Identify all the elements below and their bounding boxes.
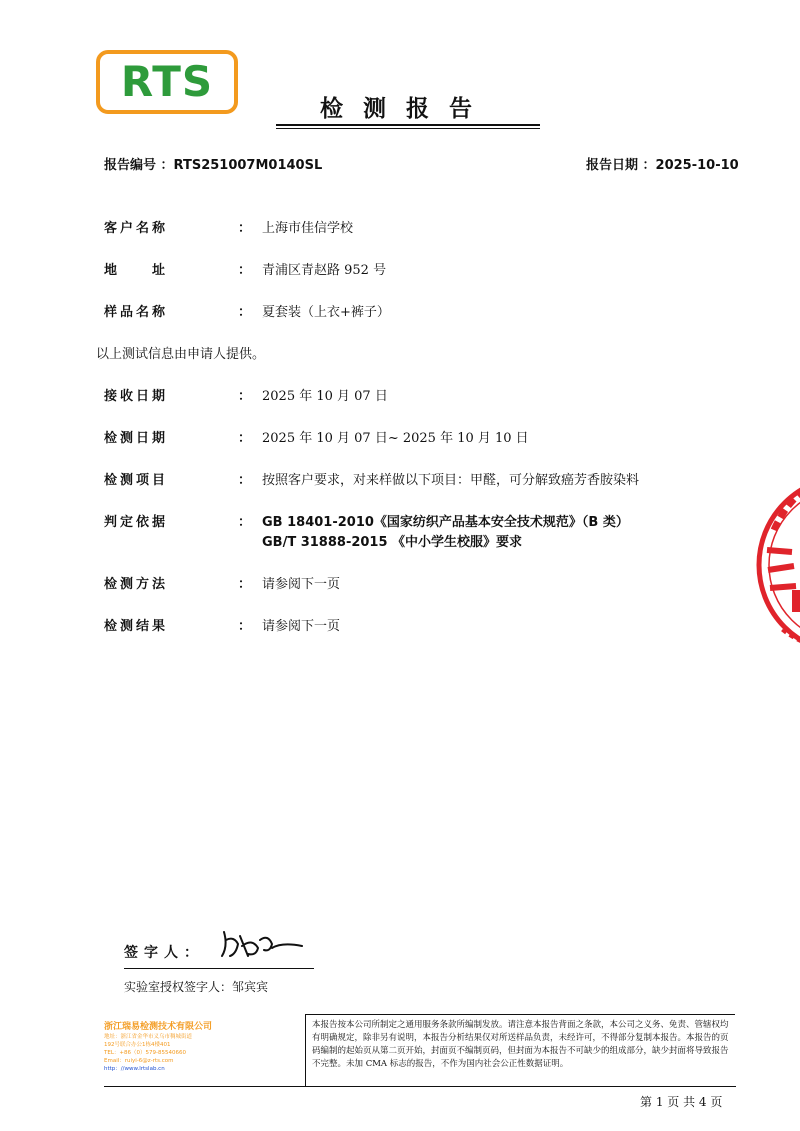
title-underline — [276, 124, 540, 126]
report-date-label: 报告日期 ： — [586, 158, 656, 173]
method-value: 请参阅下一页 — [262, 577, 341, 592]
company-name: 浙江瑞易检测技术有限公司 — [104, 1022, 213, 1032]
test-date-value: 2025 年 10 月 07 日~ 2025 年 10 月 10 日 — [262, 431, 529, 446]
report-number — [104, 154, 322, 173]
official-stamp — [752, 470, 800, 660]
client-label: 客户名称 — [104, 221, 169, 236]
method-label: 检测方法 — [104, 577, 169, 592]
client-colon: ： — [238, 221, 252, 236]
company-address: 地址：浙江省金华市义乌市稠城街道 — [104, 1034, 193, 1040]
client-value: 上海市佳信学校 — [262, 221, 354, 236]
sample-value: 夏套装（上衣+裤子） — [262, 305, 390, 320]
logo-text: RTS — [120, 57, 214, 106]
basis-standard-2: GB/T 31888-2015 《中小学生校服》要求 — [262, 535, 523, 550]
company-website-link[interactable]: http：//www.lrtslab.cn — [104, 1066, 165, 1072]
basis-standard-1: GB 18401-2010《国家纺织产品基本安全技术规范》（B 类） — [262, 515, 629, 530]
received-colon: ： — [238, 389, 252, 404]
page-number: 第 1 页 共 4 页 — [640, 1095, 723, 1109]
result-colon: ： — [238, 619, 252, 634]
received-label: 接收日期 — [104, 389, 169, 404]
test-date-colon: ： — [238, 431, 252, 446]
report-number-label: 报告编号 ： — [104, 158, 174, 173]
method-colon: ： — [238, 577, 252, 592]
handwritten-signature — [218, 926, 308, 962]
authorized-signatory: 实验室授权签字人：邹宾宾 — [124, 980, 269, 994]
footer-rule — [104, 1086, 736, 1087]
test-items-colon: ： — [238, 473, 252, 488]
sample-colon: ： — [238, 305, 252, 320]
report-title: 检测报告 — [320, 96, 492, 122]
company-logo — [96, 50, 238, 114]
test-items-label: 检测项目 — [104, 473, 169, 488]
signatory-label: 签字人： — [124, 945, 204, 961]
result-label: 检测结果 — [104, 619, 169, 634]
report-date — [586, 154, 739, 173]
company-email: Email：ruiyi-6@z-rts.com — [104, 1058, 174, 1064]
sample-label: 样品名称 — [104, 305, 169, 320]
result-value: 请参阅下一页 — [262, 619, 341, 634]
disclaimer: 本报告按本公司所制定之通用服务条款所编制发放。请注意本报告背面之条款，本公司之义务、免责、管辖权均有明确规定，除非另有说明，本报告分析结果仅对所送样品负责，未经许可，不得部分复制本报告。本报告的页码编制的起始页从第二页开始，封面页不编制页码，但封面为本报告不可缺少的组成部分，缺少封面将导致报告不完整。未加 CMA 标志的报告，不作为国内社会公正性数据证明。 — [305, 1014, 735, 1086]
basis-colon: ： — [238, 515, 252, 530]
address-value: 青浦区青赵路 952 号 — [262, 263, 387, 278]
title-underline-thin — [276, 128, 540, 129]
test-items-value: 按照客户要求，对来样做以下项目：甲醛，可分解致癌芳香胺染料 — [262, 473, 640, 488]
basis-label: 判定依据 — [104, 515, 169, 530]
report-date-value: 2025-10-10 — [655, 158, 739, 173]
received-value: 2025 年 10 月 07 日 — [262, 389, 388, 404]
address-label: 地 址 — [104, 263, 169, 278]
test-date-label: 检测日期 — [104, 431, 169, 446]
provided-note: 以上测试信息由申请人提供。 — [96, 347, 266, 362]
address-colon: ： — [238, 263, 252, 278]
report-number-value: RTS251007M0140SL — [173, 158, 323, 173]
company-address-2: 192号联合办公1栋4楼401 — [104, 1042, 171, 1048]
company-tel: TEL：+86（0）579-85540660 — [104, 1050, 186, 1056]
signature-line — [124, 968, 314, 969]
